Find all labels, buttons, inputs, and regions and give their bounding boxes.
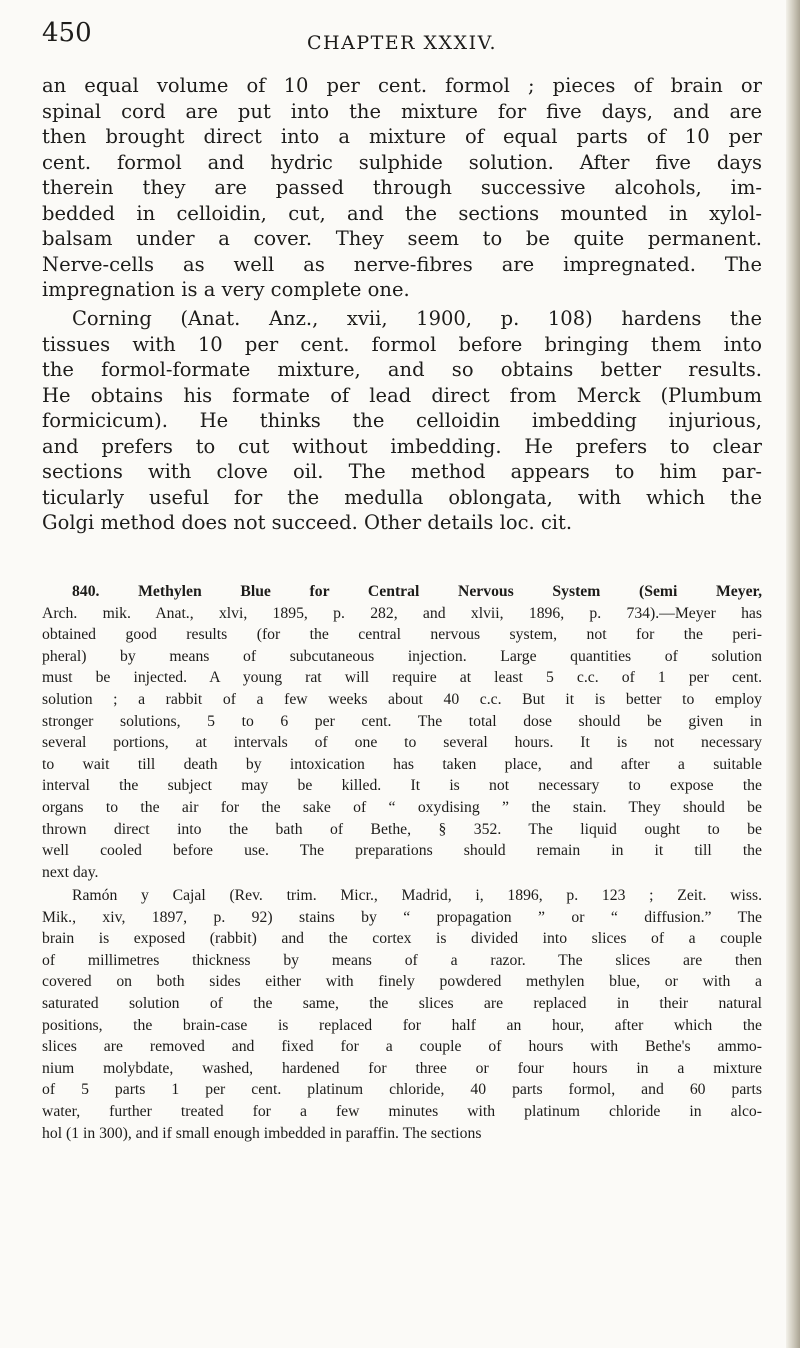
text-line: Golgi method does not succeed. Other details loc. cit. (42, 511, 573, 534)
text-line: sections with clove oil. The method appears to him par- (42, 460, 762, 483)
text-line: water, further treated for a few minutes with platinum chloride in alco- (42, 1102, 762, 1120)
text-line: and prefers to cut without imbedding. He prefers to clear (42, 434, 762, 458)
text-line: He obtains his formate of lead direct from Merck (Plumbum (42, 383, 762, 407)
text-line: formicicum). He thinks the celloidin imbedding injurious, (42, 409, 762, 432)
text-line: tissues with 10 per cent. formol before bringing them into (42, 332, 762, 356)
text-line: must be injected. A young rat will require at least 5 c.c. of 1 per cent. (42, 669, 762, 687)
text-line: solution ; a rabbit of a few weeks about 40 c.c. But it is better to employ (42, 690, 762, 708)
text-line: Arch. mik. Anat., xlvi, 1895, p. 282, and xlvii, 1896, p. 734).—Meyer has (42, 604, 762, 622)
text-line: organs to the air for the sake of “ oxydising ” the stain. They should be (42, 798, 762, 816)
text-line: nium molybdate, washed, hardened for three or four hours in a mixture (42, 1059, 762, 1077)
text-line: therein they are passed through successive alcohols, im- (42, 176, 762, 199)
text-line: of 5 parts 1 per cent. platinum chloride, 40 parts formol, and 60 parts (42, 1081, 762, 1099)
text-line: cent. formol and hydric sulphide solution. After five days (42, 150, 762, 174)
text-line: thrown direct into the bath of Bethe, § 352. The liquid ought to be (42, 820, 762, 838)
text-line: saturated solution of the same, the slices are replaced in their natural (42, 994, 762, 1012)
page-number: 450 (42, 18, 92, 48)
text-line: positions, the brain-case is replaced for half an hour, after which the (42, 1016, 762, 1034)
text-line: obtained good results (for the central nervous system, not for the peri- (42, 626, 762, 644)
text-line: next day. (42, 863, 99, 881)
text-line: ticularly useful for the medulla oblongata, with which the (42, 485, 762, 509)
page-header (42, 18, 762, 58)
section-ramon-y-cajal (42, 885, 762, 1144)
text-line: Nerve-cells as well as nerve-fibres are impregnated. The (42, 252, 762, 276)
paragraph-corning (42, 306, 762, 536)
text-line: covered on both sides either with finely powdered methylen blue, or with a (42, 973, 762, 991)
text-line: bedded in celloidin, cut, and the sections mounted in xylol- (42, 201, 762, 225)
text-line: hol (1 in 300), and if small enough imbedded in paraffin. The sections (42, 1124, 482, 1142)
text-line: then brought direct into a mixture of equal parts of 10 per (42, 125, 762, 148)
text-line: the formol-formate mixture, and so obtains better results. (42, 358, 762, 381)
section-heading-line: 840. Methylen Blue for Central Nervous System (Semi Meyer, (72, 583, 762, 600)
page-edge-shadow (786, 0, 800, 1348)
text-line: impregnation is a very complete one. (42, 278, 410, 301)
paragraph-continuation (42, 73, 762, 303)
text-line: Ramón y Cajal (Rev. trim. Micr., Madrid, i, 1896, p. 123 ; Zeit. wiss. (72, 887, 762, 904)
text-line: slices are removed and fixed for a couple of hours with Bethe's ammo- (42, 1038, 762, 1056)
text-line: interval the subject may be killed. It is not necessary to expose the (42, 777, 762, 795)
text-line: stronger solutions, 5 to 6 per cent. The total dose should be given in (42, 712, 762, 730)
text-line: well cooled before use. The preparations should remain in it till the (42, 842, 762, 860)
text-line: brain is exposed (rabbit) and the cortex is divided into slices of a couple (42, 930, 762, 948)
text-line: of millimetres thickness by means of a razor. The slices are then (42, 951, 762, 969)
text-line: spinal cord are put into the mixture for five days, and are (42, 99, 762, 123)
text-line: pheral) by means of subcutaneous injection. Large quantities of solution (42, 647, 762, 665)
text-line: Corning (Anat. Anz., xvii, 1900, p. 108) hardens the (72, 307, 762, 330)
text-line: several portions, at intervals of one to several hours. It is not necessary (42, 734, 762, 752)
section-840-methylen-blue (42, 581, 762, 883)
running-head: CHAPTER XXXIV. (306, 32, 498, 54)
text-line: an equal volume of 10 per cent. formol ; pieces of brain or (42, 74, 762, 97)
text-line: Mik., xiv, 1897, p. 92) stains by “ propagation ” or “ diffusion.” The (42, 908, 762, 926)
text-line: balsam under a cover. They seem to be quite permanent. (42, 227, 762, 250)
text-line: to wait till death by intoxication has taken place, and after a suitable (42, 755, 762, 773)
